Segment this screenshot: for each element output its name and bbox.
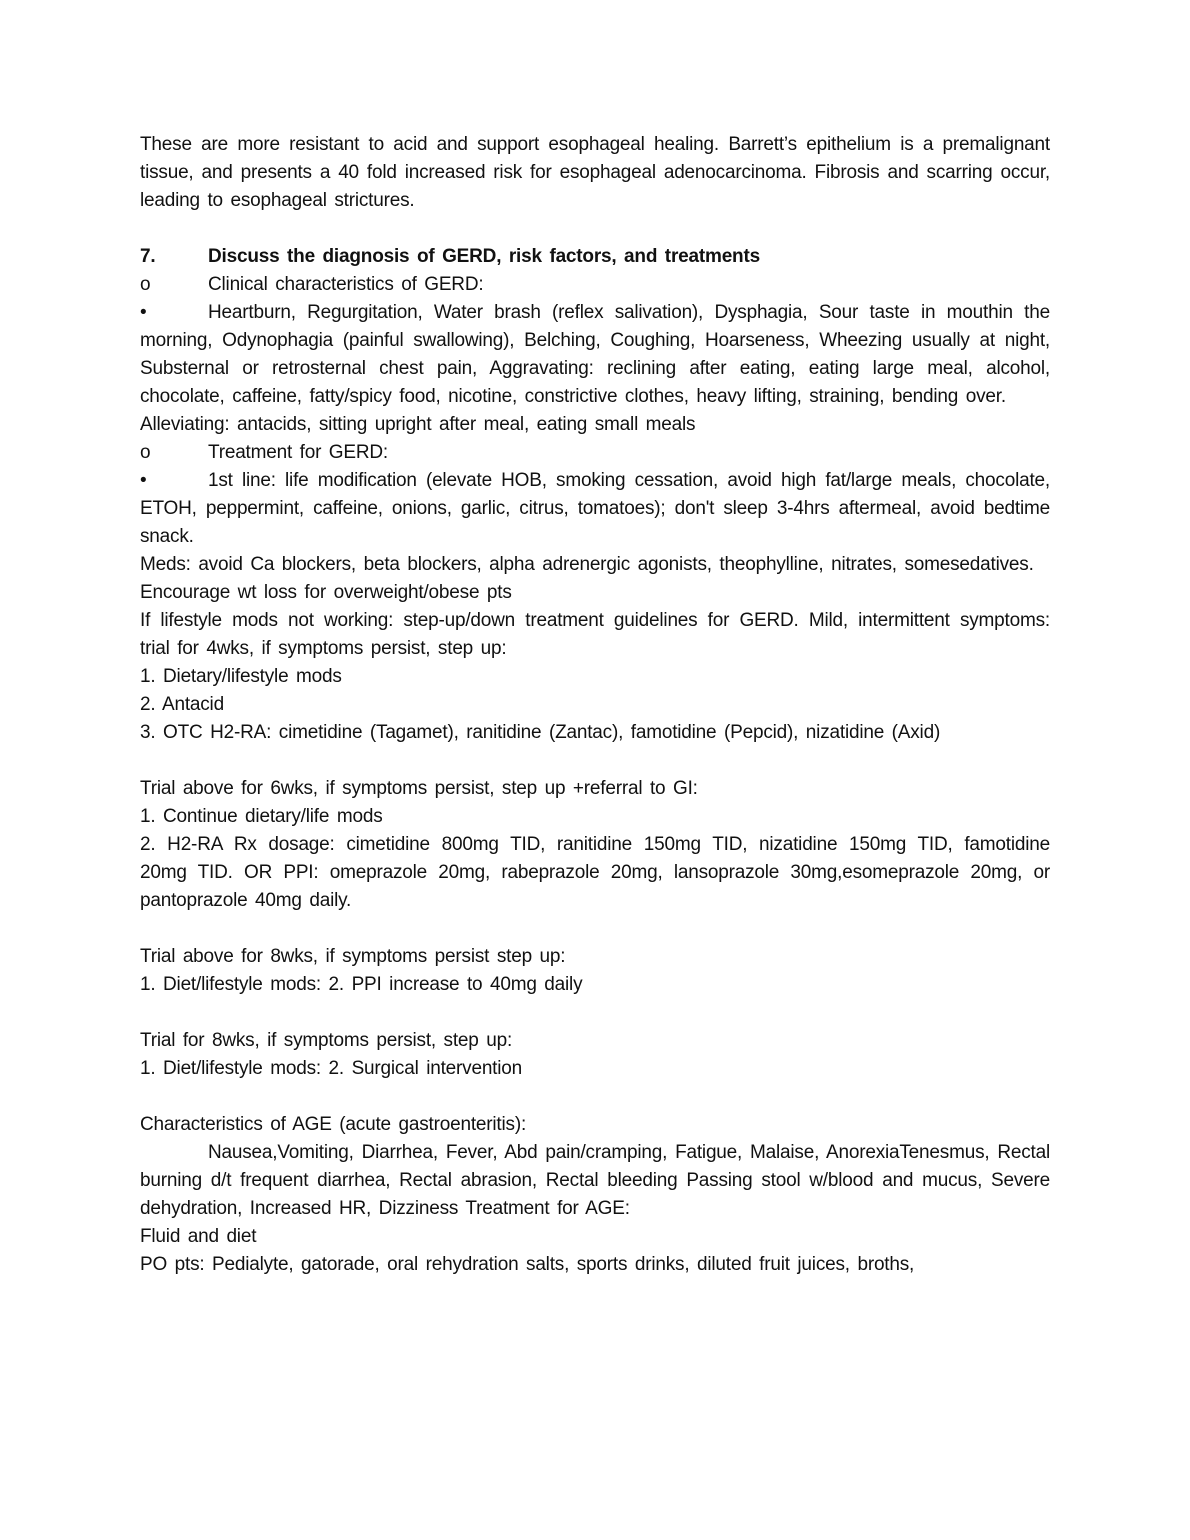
paragraph xyxy=(140,411,1050,439)
paragraph xyxy=(140,579,1050,607)
paragraph-spacer xyxy=(140,915,1050,943)
paragraph xyxy=(140,1223,1050,1251)
paragraph-text: These are more resistant to acid and support esophageal healing. Barrett’s epithelium is a premalignant tissue, and presents a 40 fold increased risk for esophageal adenocarcinoma. Fibrosis and scarring occur, leading to esophageal strictures. xyxy=(140,134,1050,211)
list-item xyxy=(140,299,1050,411)
paragraph-text: Meds: avoid Ca blockers, beta blockers, alpha adrenergic agonists, theophylline, nitrates, somesedatives. xyxy=(140,554,1034,575)
document-body xyxy=(140,131,1050,1279)
paragraph-text: Nausea,Vomiting, Diarrhea, Fever, Abd pain/cramping, Fatigue, Malaise, AnorexiaTenesmus, Rectal burning d/t frequent diarrhea, Rectal abrasion, Rectal bleeding Passing stool w/blood and mucus, Severe dehydration, Increased HR, Dizziness Treatment for AGE: xyxy=(140,1142,1050,1219)
paragraph-spacer xyxy=(140,999,1050,1027)
paragraph xyxy=(140,1027,1050,1055)
paragraph-text: Characteristics of AGE (acute gastroenteritis): xyxy=(140,1114,527,1135)
paragraph xyxy=(140,131,1050,215)
paragraph-text: Encourage wt loss for overweight/obese pts xyxy=(140,582,512,603)
paragraph xyxy=(140,551,1050,579)
section-heading xyxy=(140,243,1050,271)
paragraph-text: 3. OTC H2-RA: cimetidine (Tagamet), ranitidine (Zantac), famotidine (Pepcid), nizatidine (Axid) xyxy=(140,722,941,743)
list-marker: o xyxy=(140,442,151,463)
paragraph-text: Trial for 8wks, if symptoms persist, step up: xyxy=(140,1030,513,1051)
paragraph-text: 1. Diet/lifestyle mods: 2. Surgical intervention xyxy=(140,1058,523,1079)
paragraph-text: Trial above for 6wks, if symptoms persist, step up +referral to GI: xyxy=(140,778,698,799)
paragraph xyxy=(140,1055,1050,1083)
paragraph xyxy=(140,1139,1050,1223)
paragraph-text: 2. H2-RA Rx dosage: cimetidine 800mg TID, ranitidine 150mg TID, nizatidine 150mg TID, famotidine 20mg TID. OR PPI: omeprazole 20mg, rabeprazole 20mg, lansoprazole 30mg,esomeprazole 20mg, or pantoprazole 40mg daily. xyxy=(140,834,1050,911)
bullet-icon: • xyxy=(140,470,147,491)
list-item xyxy=(140,467,1050,551)
paragraph-text: 1. Diet/lifestyle mods: 2. PPI increase to 40mg daily xyxy=(140,974,583,995)
bullet-icon: • xyxy=(140,302,147,323)
paragraph-text: 1. Continue dietary/life mods xyxy=(140,806,383,827)
paragraph-text: Fluid and diet xyxy=(140,1226,257,1247)
list-item xyxy=(140,439,1050,467)
paragraph xyxy=(140,1111,1050,1139)
paragraph-text: 1. Dietary/lifestyle mods xyxy=(140,666,342,687)
paragraph-text: Alleviating: antacids, sitting upright after meal, eating small meals xyxy=(140,414,696,435)
paragraph-text: If lifestyle mods not working: step-up/down treatment guidelines for GERD. Mild, intermittent symptoms: trial for 4wks, if symptoms persist, step up: xyxy=(140,610,1050,659)
paragraph-text: Treatment for GERD: xyxy=(208,442,388,463)
paragraph xyxy=(140,691,1050,719)
paragraph xyxy=(140,607,1050,663)
paragraph-spacer xyxy=(140,215,1050,243)
paragraph xyxy=(140,831,1050,915)
paragraph xyxy=(140,663,1050,691)
paragraph-spacer xyxy=(140,1083,1050,1111)
paragraph-text: Clinical characteristics of GERD: xyxy=(208,274,484,295)
list-marker: o xyxy=(140,274,151,295)
paragraph xyxy=(140,719,1050,747)
paragraph xyxy=(140,971,1050,999)
paragraph xyxy=(140,943,1050,971)
paragraph-text: Discuss the diagnosis of GERD, risk factors, and treatments xyxy=(208,246,760,267)
list-marker: 7. xyxy=(140,246,156,267)
list-item xyxy=(140,271,1050,299)
paragraph-spacer xyxy=(140,747,1050,775)
paragraph xyxy=(140,775,1050,803)
paragraph-text: Heartburn, Regurgitation, Water brash (reflex salivation), Dysphagia, Sour taste in mouthin the morning, Odynophagia (painful swallowing), Belching, Coughing, Hoarseness, Wheezing usually at night, Substernal or retrosternal chest pain, Aggravating: reclining after eating, eating large meal, alcohol, chocolate, caffeine, fatty/spicy food, nicotine, constrictive clothes, heavy lifting, straining, bending over. xyxy=(140,302,1050,407)
paragraph-text: 2. Antacid xyxy=(140,694,224,715)
paragraph xyxy=(140,803,1050,831)
paragraph-text: PO pts: Pedialyte, gatorade, oral rehydration salts, sports drinks, diluted fruit juices, broths, xyxy=(140,1254,915,1275)
paragraph-text: 1st line: life modification (elevate HOB, smoking cessation, avoid high fat/large meals, chocolate, ETOH, peppermint, caffeine, onions, garlic, citrus, tomatoes); don't sleep 3-4hrs aftermeal, avoid bedtime snack. xyxy=(140,470,1050,547)
paragraph xyxy=(140,1251,1050,1279)
paragraph-text: Trial above for 8wks, if symptoms persist step up: xyxy=(140,946,566,967)
